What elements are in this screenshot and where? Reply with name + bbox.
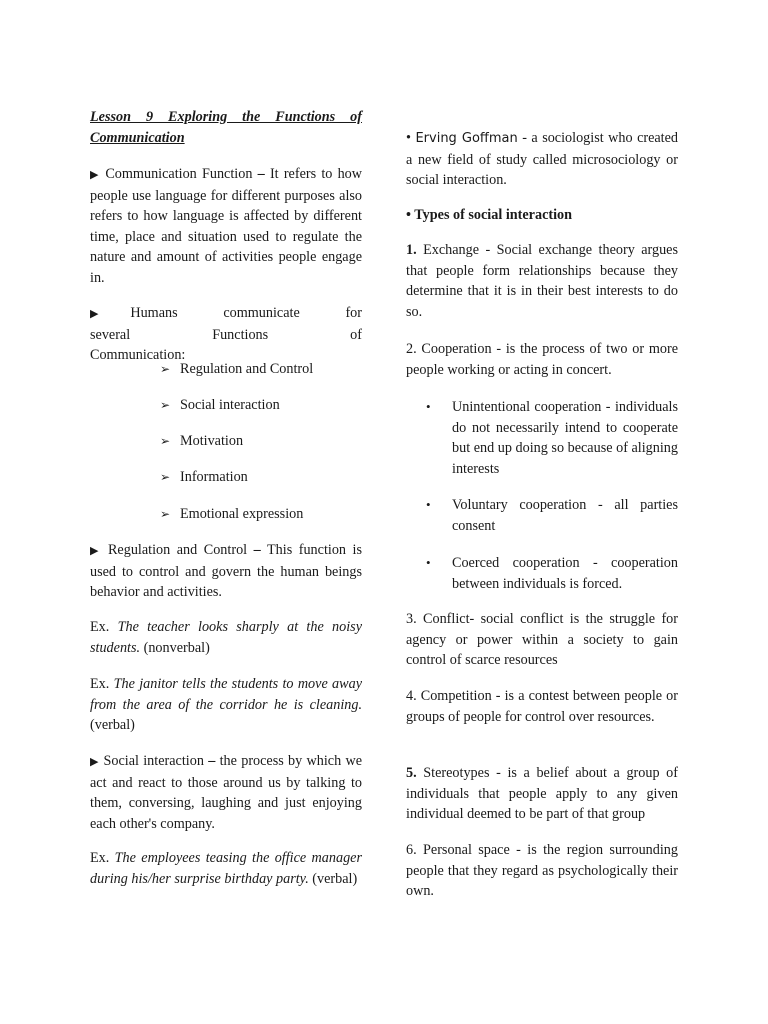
triangle-bullet-icon: ▶ (90, 545, 102, 557)
example-text: The janitor tells the students to move away from the area of the corridor he is cleaning. (90, 676, 362, 713)
paragraph-text: - a sociologist who created a new field of study called microsociology or social interaction. (406, 130, 679, 189)
dash: – (253, 542, 261, 558)
triangle-bullet-icon: ▶ (90, 169, 101, 181)
round-bullet-icon: • (426, 497, 431, 512)
exchange-paragraph (406, 240, 678, 322)
paragraph-text: Exchange - Social exchange theory argues that people form relationships because they determine that it is in their best interests to do so. (406, 242, 679, 320)
item-number: 5. (406, 765, 417, 781)
goffman-paragraph (406, 128, 678, 191)
list-item-label: Motivation (180, 433, 244, 449)
example-1 (90, 617, 362, 658)
cooperation-item-text: Voluntary cooperation - all parties consent (452, 497, 678, 534)
regulation-control-paragraph (90, 540, 362, 603)
cooperation-item (426, 553, 678, 594)
communication-function-paragraph (90, 164, 362, 289)
definition: the process by which we act and react to those around us by talking to them, conversing, laughing and just enjoying each other's company. (90, 753, 363, 832)
arrowhead-bullet-icon: ➢ (160, 398, 171, 412)
personal-space-paragraph: 6. Personal space - is the region surrounding people that they regard as psychologically their own. (406, 842, 678, 900)
dash: – (257, 166, 265, 182)
person-name: Erving Goffman (415, 131, 518, 146)
example-2 (90, 674, 362, 736)
round-bullet-icon: • (406, 207, 411, 223)
example-text: The employees teasing the office manager during his/her surprise birthday party. (90, 850, 362, 887)
cooperation-item-text: Unintentional cooperation - individuals do not necessarily intend to cooperate but end up doing so because of aligning interests (452, 399, 678, 477)
example-prefix: Ex. (90, 619, 110, 635)
lesson-title: Lesson 9 Exploring the Functions of Communication (90, 109, 362, 146)
list-item-label: Regulation and Control (180, 361, 314, 377)
arrowhead-bullet-icon: ➢ (160, 507, 171, 521)
cooperation-item (426, 495, 678, 536)
term: Social interaction (103, 753, 204, 769)
dash: – (208, 753, 216, 769)
example-tag: (verbal) (312, 870, 358, 887)
triangle-bullet-icon: ▶ (90, 756, 100, 768)
arrowhead-bullet-icon: ➢ (160, 470, 171, 484)
example-prefix: Ex. (90, 676, 110, 692)
definition: It refers to how people use language for different purposes also refers to how language is affected by different time, place and situation used to regulate the nature and amount of activities people engage in. (90, 166, 363, 286)
example-3 (90, 848, 362, 889)
item-number: 1. (406, 242, 417, 258)
paragraph-text: Humans communicate for several Functions of Communication: (90, 305, 362, 364)
example-tag: (verbal) (90, 717, 135, 734)
humans-communicate-paragraph (90, 303, 362, 366)
round-bullet-icon: • (426, 399, 431, 414)
cooperation-paragraph: 2. Cooperation - is the process of two or more people working or acting in concert. (406, 341, 678, 378)
paragraph-text: Stereotypes - is a belief about a group of individuals that people apply to any given individual deemed to be part of that group (406, 765, 679, 823)
example-prefix: Ex. (90, 850, 110, 866)
cooperation-item (426, 397, 678, 479)
list-item-label: Emotional expression (180, 506, 304, 522)
heading-text: Types of social interaction (414, 207, 573, 223)
term: Communication Function (105, 166, 253, 182)
cooperation-item-text: Coerced cooperation - cooperation between individuals is forced. (452, 555, 678, 592)
definition: This function is used to control and govern the human beings behavior and activities. (90, 542, 363, 601)
arrowhead-bullet-icon: ➢ (160, 362, 171, 376)
social-interaction-paragraph (90, 751, 362, 834)
triangle-bullet-icon: ▶ (90, 308, 113, 320)
round-bullet-icon: • (426, 555, 431, 570)
list-item-label: Social interaction (180, 397, 280, 413)
example-text: The teacher looks sharply at the noisy students. (90, 619, 362, 656)
example-tag: (nonverbal) (143, 639, 210, 656)
types-heading (406, 205, 678, 226)
round-bullet-icon: • (406, 130, 411, 146)
list-item-label: Information (180, 469, 248, 485)
term: Regulation and Control (107, 542, 248, 558)
conflict-paragraph: 3. Conflict- social conflict is the struggle for agency or power within a society to gain control of scarce resources (406, 611, 678, 669)
arrowhead-bullet-icon: ➢ (160, 434, 171, 448)
competition-paragraph: 4. Competition - is a contest between people or groups of people for control over resources. (406, 688, 678, 725)
stereotypes-paragraph (406, 763, 678, 825)
